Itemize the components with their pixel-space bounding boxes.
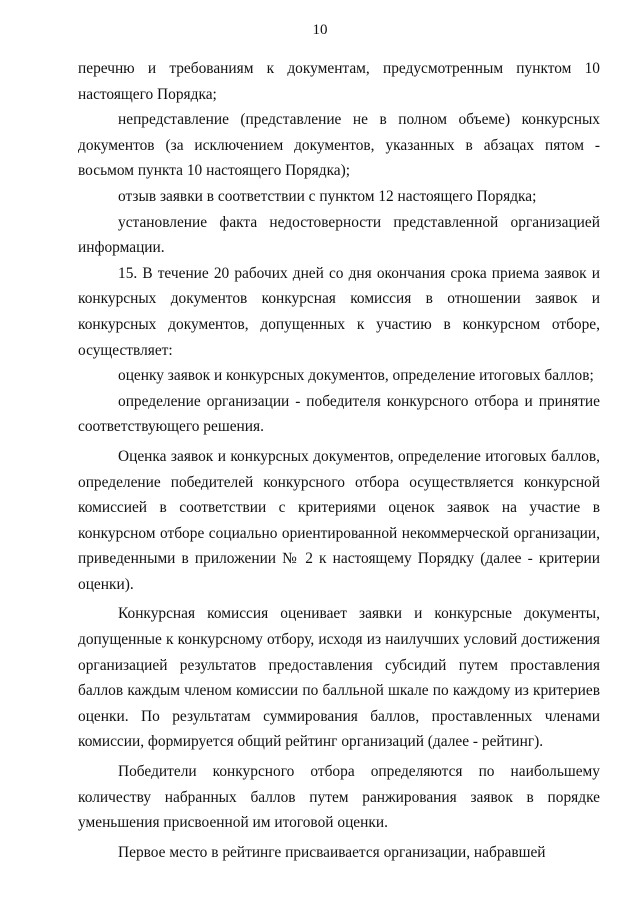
paragraph-9: Конкурсная комиссия оценивает заявки и конкурсные документы, допущенные к конкурсному отбору, исходя из наилучших условий достижения организацией результатов предоставления субсидий путем проставления баллов каждым членом комиссии по балльной шкале по каждому из критериев оценки. По результатам суммирования баллов, проставленных членами комиссии, формируется общий рейтинг организаций (далее - рейтинг).: [78, 605, 600, 751]
paragraph-10: Победители конкурсного отбора определяются по наибольшему количеству набранных баллов путем ранжирования заявок в порядке уменьшения присвоенной им итоговой оценки.: [78, 763, 600, 832]
paragraph-3: отзыв заявки в соответствии с пунктом 12 настоящего Порядка;: [118, 187, 537, 205]
paragraph-4: установление факта недостоверности представленной организацией информации.: [78, 213, 600, 257]
paragraph-2: непредставление (представление не в полном объеме) конкурсных документов (за исключением документов, указанных в абзацах пятом - восьмом пункта 10 настоящего Порядка);: [78, 111, 600, 180]
paragraph-1: перечню и требованиям к документам, предусмотренным пунктом 10 настоящего Порядка;: [78, 60, 600, 103]
paragraph-6: оценку заявок и конкурсных документов, определение итоговых баллов;: [118, 367, 594, 385]
document-body: [78, 56, 600, 865]
paragraph-7: определение организации - победителя конкурсного отбора и принятие соответствующего решения.: [78, 392, 600, 436]
paragraph-5: 15. В течение 20 рабочих дней со дня окончания срока приема заявок и конкурсных документов конкурсная комиссия в отношении заявок и конкурсных документов, допущенных к участию в конкурсном отборе, осуществляет:: [78, 264, 600, 359]
paragraph-11: Первое место в рейтинге присваивается организации, набравшей: [118, 843, 546, 861]
paragraph-8: Оценка заявок и конкурсных документов, определение итоговых баллов, определение победителей конкурсного отбора осуществляется конкурсной комиссией в соответствии с критериями оценок заявок на участие в конкурсном отборе социально ориентированной некоммерческой организации, приведенными в приложении № 2 к настоящему Порядку (далее - критерии оценки).: [78, 447, 600, 593]
page-number: 10: [312, 22, 328, 38]
